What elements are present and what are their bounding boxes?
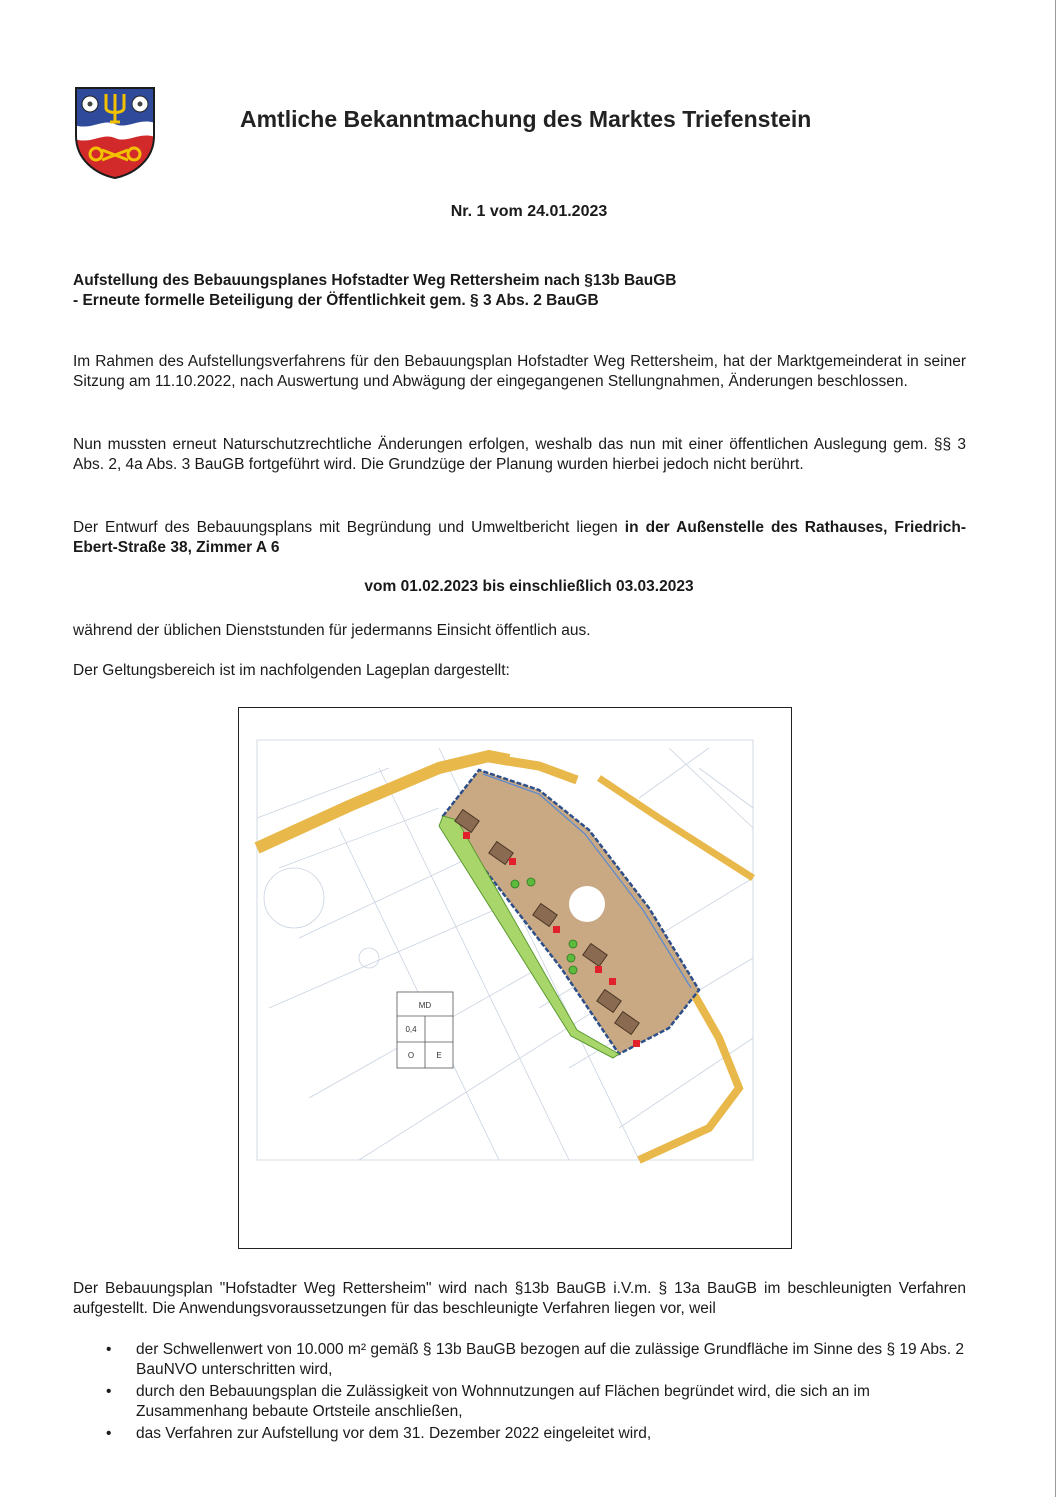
- page-edge: [1055, 0, 1056, 1497]
- subject-line-2: - Erneute formelle Beteiligung der Öffentlichkeit gem. § 3 Abs. 2 BauGB: [73, 292, 599, 309]
- condition-text: durch den Bebauungsplan die Zulässigkeit von Wohnnutzungen auf Flächen begründet wird, die sich an im Zusammenhang bebaute Ortsteile anschließen,: [136, 1383, 870, 1420]
- paragraph-office-hours: während der üblichen Dienststunden für jedermanns Einsicht öffentlich aus.: [73, 622, 591, 639]
- display-period: vom 01.02.2023 bis einschließlich 03.03.2023: [364, 578, 694, 595]
- land-use-grz: 0,4: [405, 1025, 417, 1034]
- location-intro: Der Entwurf des Bebauungsplans mit Begründung und Umweltbericht liegen: [73, 519, 625, 536]
- condition-item: [73, 1340, 966, 1380]
- condition-item: [73, 1424, 966, 1444]
- conditions-list: [73, 1340, 966, 1446]
- turning-circle: [569, 886, 605, 922]
- bullet-icon: •: [106, 1341, 112, 1358]
- paragraph-changes: Nun mussten erneut Naturschutzrechtliche Änderungen erfolgen, weshalb das nun mit einer öffentlichen Auslegung gem. §§ 3 Abs. 2, 4a Abs. 3 BauGB fortgeführt wird. Die Grundzüge der Planung wurden hierbei jedoch nicht berührt.: [73, 436, 966, 473]
- site-plan-map: [238, 707, 792, 1249]
- condition-item: [73, 1382, 966, 1422]
- land-use-table: [397, 992, 453, 1068]
- condition-text: der Schwellenwert von 10.000 m² gemäß § 13b BauGB bezogen auf die zulässige Grundfläche im Sinne des § 19 Abs. 2 BauNVO unterschritten wird,: [136, 1341, 965, 1378]
- paragraph-map-intro: Der Geltungsbereich ist im nachfolgenden Lageplan dargestellt:: [73, 662, 510, 679]
- announcement-number: Nr. 1 vom 24.01.2023: [450, 203, 608, 220]
- paragraph-procedure: Der Bebauungsplan "Hofstadter Weg Rettersheim" wird nach §13b BauGB i.V.m. § 13a BauGB im beschleunigten Verfahren aufgestellt. Die Anwendungsvoraussetzungen für das beschleunigte Verfahren liegen vor, weil: [73, 1280, 966, 1317]
- paragraph-resolution: Im Rahmen des Aufstellungsverfahrens für den Bebauungsplan Hofstadter Weg Rettersheim, hat der Marktgemeinderat in seiner Sitzung am 11.10.2022, nach Auswertung und Abwägung der eingegangenen Stellungnahmen, Änderungen beschlossen.: [73, 353, 966, 390]
- condition-text: das Verfahren zur Aufstellung vor dem 31. Dezember 2022 eingeleitet wird,: [136, 1425, 652, 1442]
- land-use-haustyp: E: [436, 1051, 442, 1060]
- land-use-type: MD: [418, 1001, 432, 1010]
- page-title: Amtliche Bekanntmachung des Marktes Triefenstein: [240, 106, 812, 132]
- paragraph-location: [73, 518, 966, 558]
- coat-of-arms-icon: [72, 84, 158, 180]
- subject-line-1: Aufstellung des Bebauungsplanes Hofstadter Weg Rettersheim nach §13b BauGB: [73, 272, 677, 289]
- bullet-icon: •: [106, 1383, 112, 1400]
- land-use-bauweise: O: [407, 1051, 415, 1060]
- subject-heading: [73, 271, 676, 311]
- bullet-icon: •: [106, 1425, 112, 1442]
- location-address: in der Außenstelle des Rathauses, Friedrich-Ebert-Straße 38, Zimmer A 6: [73, 519, 966, 556]
